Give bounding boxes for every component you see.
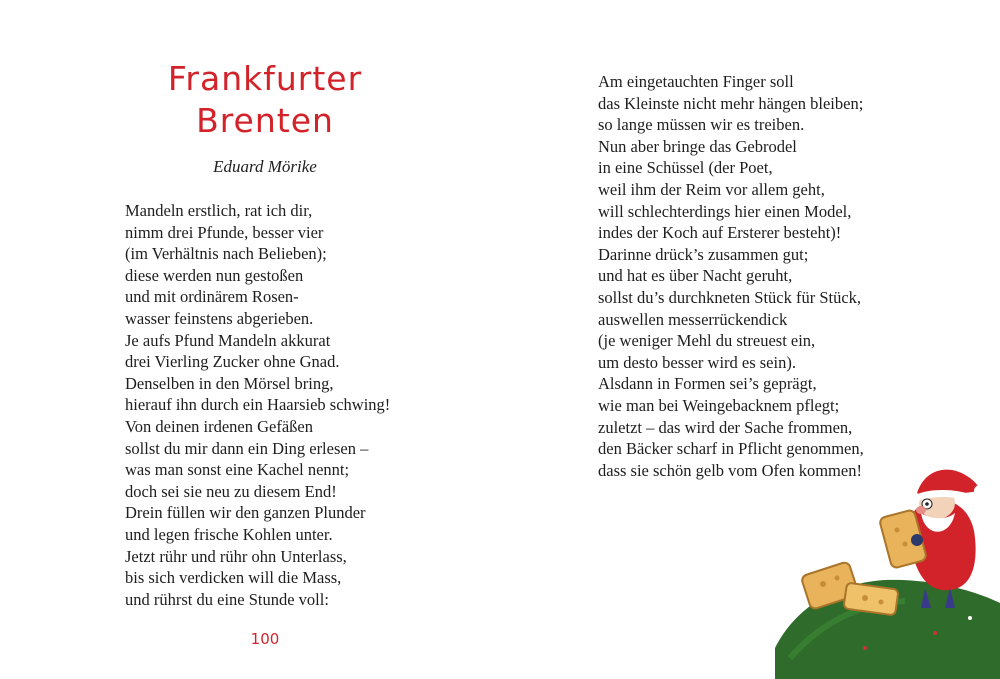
verse-right-line: so lange müssen wir es treiben. <box>598 115 805 135</box>
verse-left-line: Je aufs Pfund Mandeln akkurat <box>125 330 331 350</box>
verse-left-line: und mit ordinärem Rosen- <box>125 287 299 307</box>
verse-left-line: Mandeln erstlich, rat ich dir, <box>125 201 313 220</box>
poem-author: Eduard Mörike <box>213 157 317 176</box>
verse-right-line: auswellen messerrückendick <box>598 309 788 329</box>
poem-title <box>125 58 405 142</box>
verse-left-line: (im Verhältnis nach Belieben); <box>125 244 327 264</box>
verse-right-line: Am eingetauchten Finger soll <box>598 72 794 91</box>
verse-right-line: das Kleinste nicht mehr hängen bleiben; <box>598 93 864 113</box>
poem-verse-left <box>125 200 390 610</box>
verse-right-line: (je weniger Mehl du streuest ein, <box>598 331 816 351</box>
verse-left-line: Jetzt rühr und rühr ohn Unterlass, <box>125 546 347 566</box>
verse-right-line: Darinne drück’s zusammen gut; <box>598 244 809 264</box>
verse-left-line: was man sonst eine Kachel nennt; <box>125 460 350 480</box>
verse-right-line: dass sie schön gelb vom Ofen kommen! <box>598 460 862 480</box>
verse-right-line: will schlechterdings hier einen Model, <box>598 201 852 221</box>
title-line-2: Brenten <box>196 101 334 140</box>
verse-left-line: sollst du mir dann ein Ding erlesen – <box>125 438 369 458</box>
verse-left-line: bis sich verdicken will die Mass, <box>125 568 342 588</box>
verse-left-line: diese werden nun gestoßen <box>125 265 304 285</box>
verse-right-line: wie man bei Weingebacknem pflegt; <box>598 395 840 415</box>
verse-left-line: hierauf ihn durch ein Haarsieb schwing! <box>125 395 391 415</box>
verse-left-line: Denselben in den Mörsel bring, <box>125 373 334 393</box>
verse-left-line: drei Vierling Zucker ohne Gnad. <box>125 352 340 372</box>
verse-right-line: indes der Koch auf Ersterer besteht)! <box>598 223 842 243</box>
verse-left-line: nimm drei Pfunde, besser vier <box>125 222 324 242</box>
verse-left-line: Drein füllen wir den ganzen Plunder <box>125 503 366 523</box>
verse-right-line: zuletzt – das wird der Sache frommen, <box>598 417 853 437</box>
verse-left-line: doch sei sie neu zu diesem End! <box>125 481 337 501</box>
verse-right-line: und hat es über Nacht geruht, <box>598 266 793 286</box>
title-line-1: Frankfurter <box>167 59 363 98</box>
verse-right-line: in eine Schüssel (der Poet, <box>598 158 773 178</box>
cookie-icon <box>801 561 899 615</box>
verse-left-line: und rührst du eine Stunde voll: <box>125 589 329 609</box>
verse-right-line: den Bäcker scharf in Pflicht genommen, <box>598 439 864 459</box>
verse-right-line: Nun aber bringe das Gebrodel <box>598 136 797 156</box>
verse-left-line: wasser feinstens abgerieben. <box>125 308 314 328</box>
right-page <box>500 0 1000 679</box>
page-number: 100 <box>250 630 280 648</box>
santa-baking-illustration <box>775 458 1000 679</box>
poem-verse-right <box>598 71 864 481</box>
verse-right-line: um desto besser wird es sein). <box>598 352 796 372</box>
verse-right-line: sollst du’s durchkneten Stück für Stück, <box>598 287 862 307</box>
verse-left-line: und legen frische Kohlen unter. <box>125 524 333 544</box>
verse-right-line: weil ihm der Reim vor allem geht, <box>598 179 825 199</box>
verse-left-line: Von deinen irdenen Gefäßen <box>125 416 314 436</box>
verse-right-line: Alsdann in Formen sei’s geprägt, <box>598 374 817 394</box>
